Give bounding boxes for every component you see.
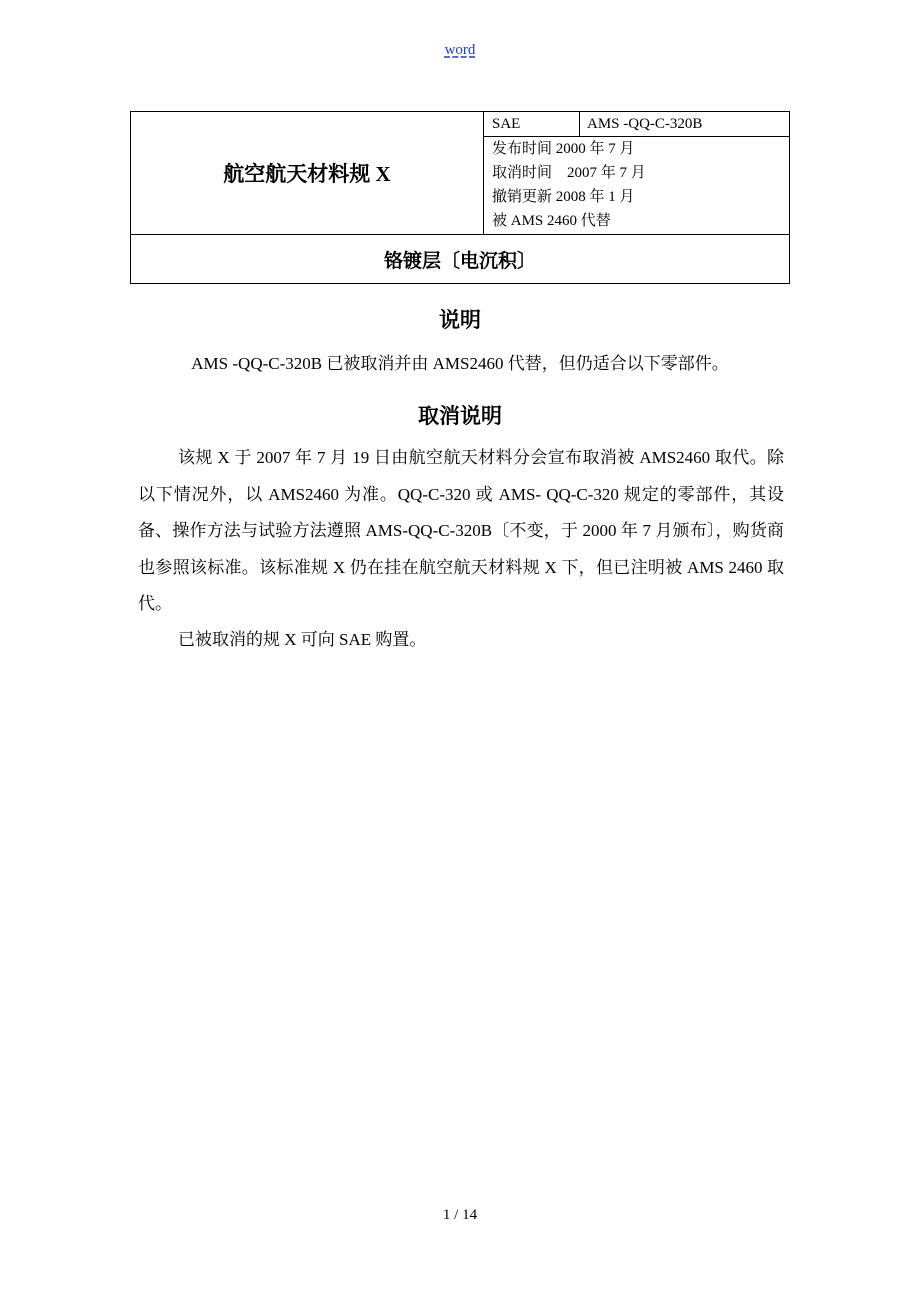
spec-dates xyxy=(484,137,790,235)
superseded-by: 被 AMS 2460 代替 xyxy=(492,213,611,229)
spec-title: 航空航天材料规 X xyxy=(131,112,484,235)
purchase-note-paragraph: 已被取消的规 X 可向 SAE 购置。 xyxy=(178,630,427,649)
spec-subtitle: 铬镀层〔电沉积〕 xyxy=(131,235,790,284)
cancel-date: 取消时间 2007 年 7 月 xyxy=(492,165,646,181)
page-number: 1 / 14 xyxy=(442,1207,478,1223)
issue-date: 发布时间 2000 年 7 月 xyxy=(492,141,635,157)
cancellation-paragraph: 该规 X 于 2007 年 7 月 19 日由航空航天材料分会宣布取消被 AMS2460 取代。除以下情况外，以 AMS2460 为准。QQ-C-320 或 AMS- QQ-C-320 规定的零部件，其设备、操作方法与试验方法遵照 AMS-QQ-C-320B〔不变，于 2000 年 7 月颁布〕，购货商也参照该标准。该标准规 X 仍在挂在航空航天材料规 X 下，但已注明被 AMS 2460 取代。 xyxy=(138,448,784,613)
spec-info-table xyxy=(130,111,790,284)
header-word-link-container xyxy=(0,40,920,60)
spec-org: SAE xyxy=(484,112,580,137)
cancellation-heading: 取消说明 xyxy=(418,404,502,428)
description-text: AMS -QQ-C-320B 已被取消并由 AMS2460 代替，但仍适合以下零部件。 xyxy=(191,354,729,373)
spec-number: AMS -QQ-C-320B xyxy=(580,112,790,137)
description-heading: 说明 xyxy=(439,308,481,332)
revision-date: 撤销更新 2008 年 1 月 xyxy=(492,189,635,205)
word-link[interactable]: word xyxy=(444,42,476,58)
